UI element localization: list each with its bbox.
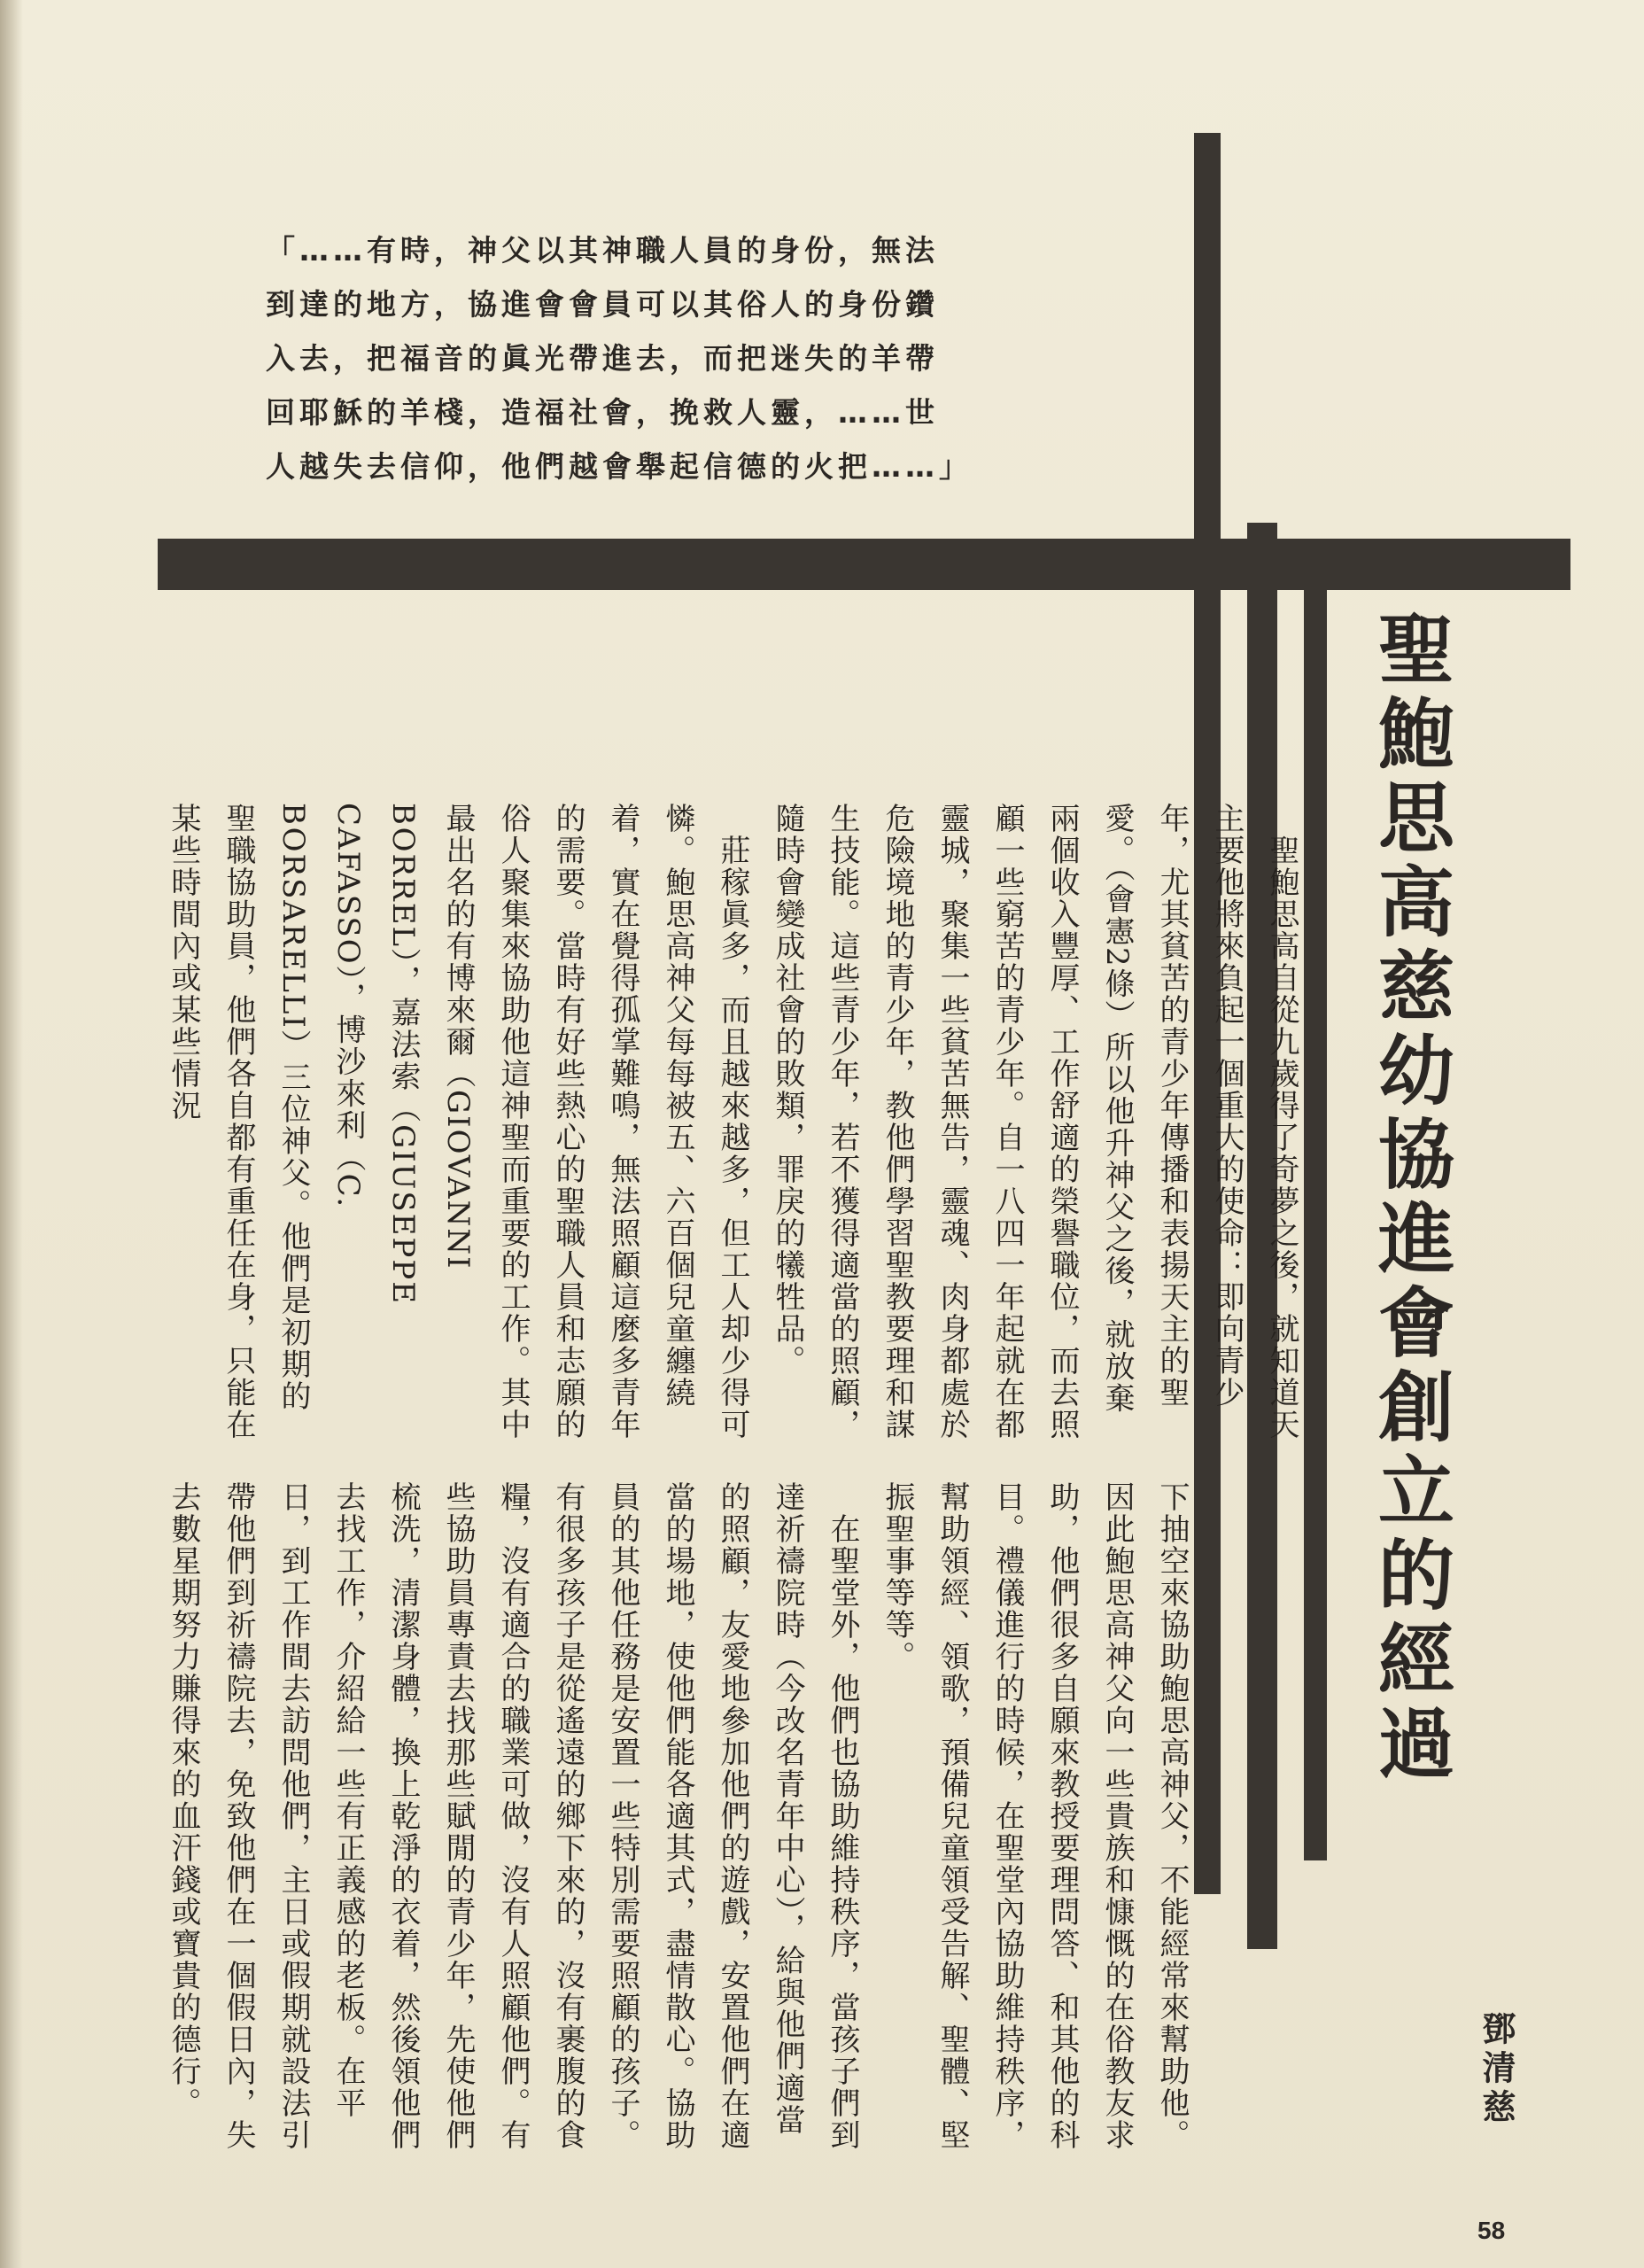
- quote-line: 回耶穌的羊棧，造福社會，挽救人靈，……世: [266, 395, 939, 430]
- paragraph: 下抽空來協助鮑思高神父，不能經常來幫助他。因此鮑思高神父向一些貴族和慷慨的在俗教友求助，他們很多自願來教授要理問答、和其他的科目。禮儀進行的時候，在聖堂內協助維持秩序，幫助領經、領歌，預備兒童領受告解、聖體、堅振聖事等等。: [880, 1481, 1190, 2151]
- pull-quote: [266, 223, 1134, 493]
- quote-line: 到達的地方，協進會會員可以其俗人的身份鑽: [266, 287, 939, 322]
- article-author: 鄧清慈: [1477, 2011, 1516, 2128]
- paragraph: 在聖堂外，他們也協助維持秩序，當孩子們到達祈禱院時（今改名青年中心），給與他們適當的照顧，友愛地參加他們的遊戲，安置他們在適當的場地，使他們能各適其式，盡情散心。協助員的其他任務是安置一些特別需要照顧的孩子。有很多孩子是從遙遠的鄉下來的，沒有裹腹的食糧，沒有適合的職業可做，沒有人照顧他們。有些協助員專責去找那些賦閒的青少年，先使他們梳洗，清潔身體，換上乾淨的衣着，然後領他們去找工作，介紹給一些有正義感的老板。在平日，到工作間去訪問他們，主日或假期就設法引帶他們到祈禱院去，免致他們在一個假日內，失去數星期努力賺得來的血汗錢或寶貴的德行。: [166, 1481, 860, 2151]
- paragraph: 莊稼眞多，而且越來越多，但工人却少得可憐。鮑思高神父每每被五、六百個兒童纏繞着，實在覺得孤掌難鳴，無法照顧這麼多青年的需要。當時有好些熱心的聖職人員和志願的俗人聚集來協助他這神聖而重要的工作。其中最出名的有博來爾（GIOVANNI BORREL），嘉法索（GIUSEPPE CAFASSO），博沙來利（C. BORSARELLI）三位神父。他們是初期的聖職協助員，他們各自都有重任在身，只能在某些時間內或某些情況: [166, 803, 750, 1441]
- quote-line: 入去，把福音的眞光帶進去，而把迷失的羊帶: [266, 341, 939, 376]
- quote-line: 「……有時，神父以其神職人員的身份，無法: [266, 233, 939, 268]
- cross-bar-horizontal: [158, 539, 1570, 590]
- quote-line: 人越失去信仰，他們越會舉起信德的火把……」: [266, 449, 973, 484]
- paragraph: 聖鮑思高自從九歲得了奇夢之後，就知道天主要他將來負起一個重大的使命：即向青少年，尤其貧苦的青少年傳播和表揚天主的聖愛。（會憲2條）所以他升神父之後，就放棄兩個收入豐厚、工作舒適的榮譽職位，而去照顧一些窮苦的青少年。自一八四一年起就在都靈城，聚集一些貧苦無告，靈魂、肉身都處於危險境地的青少年，教他們學習聖教要理和謀生技能。這些青少年，若不獲得適當的照顧，隨時會變成社會的敗類，罪戾的犧牲品。: [770, 803, 1299, 1441]
- body-text-lower: [156, 1481, 1199, 2155]
- binding-shadow: [0, 0, 23, 2268]
- article-title: 聖鮑思高慈幼協進會創立的經過: [1365, 610, 1454, 1788]
- body-text-upper: [156, 803, 1309, 1441]
- page-number: 58: [1477, 2217, 1506, 2244]
